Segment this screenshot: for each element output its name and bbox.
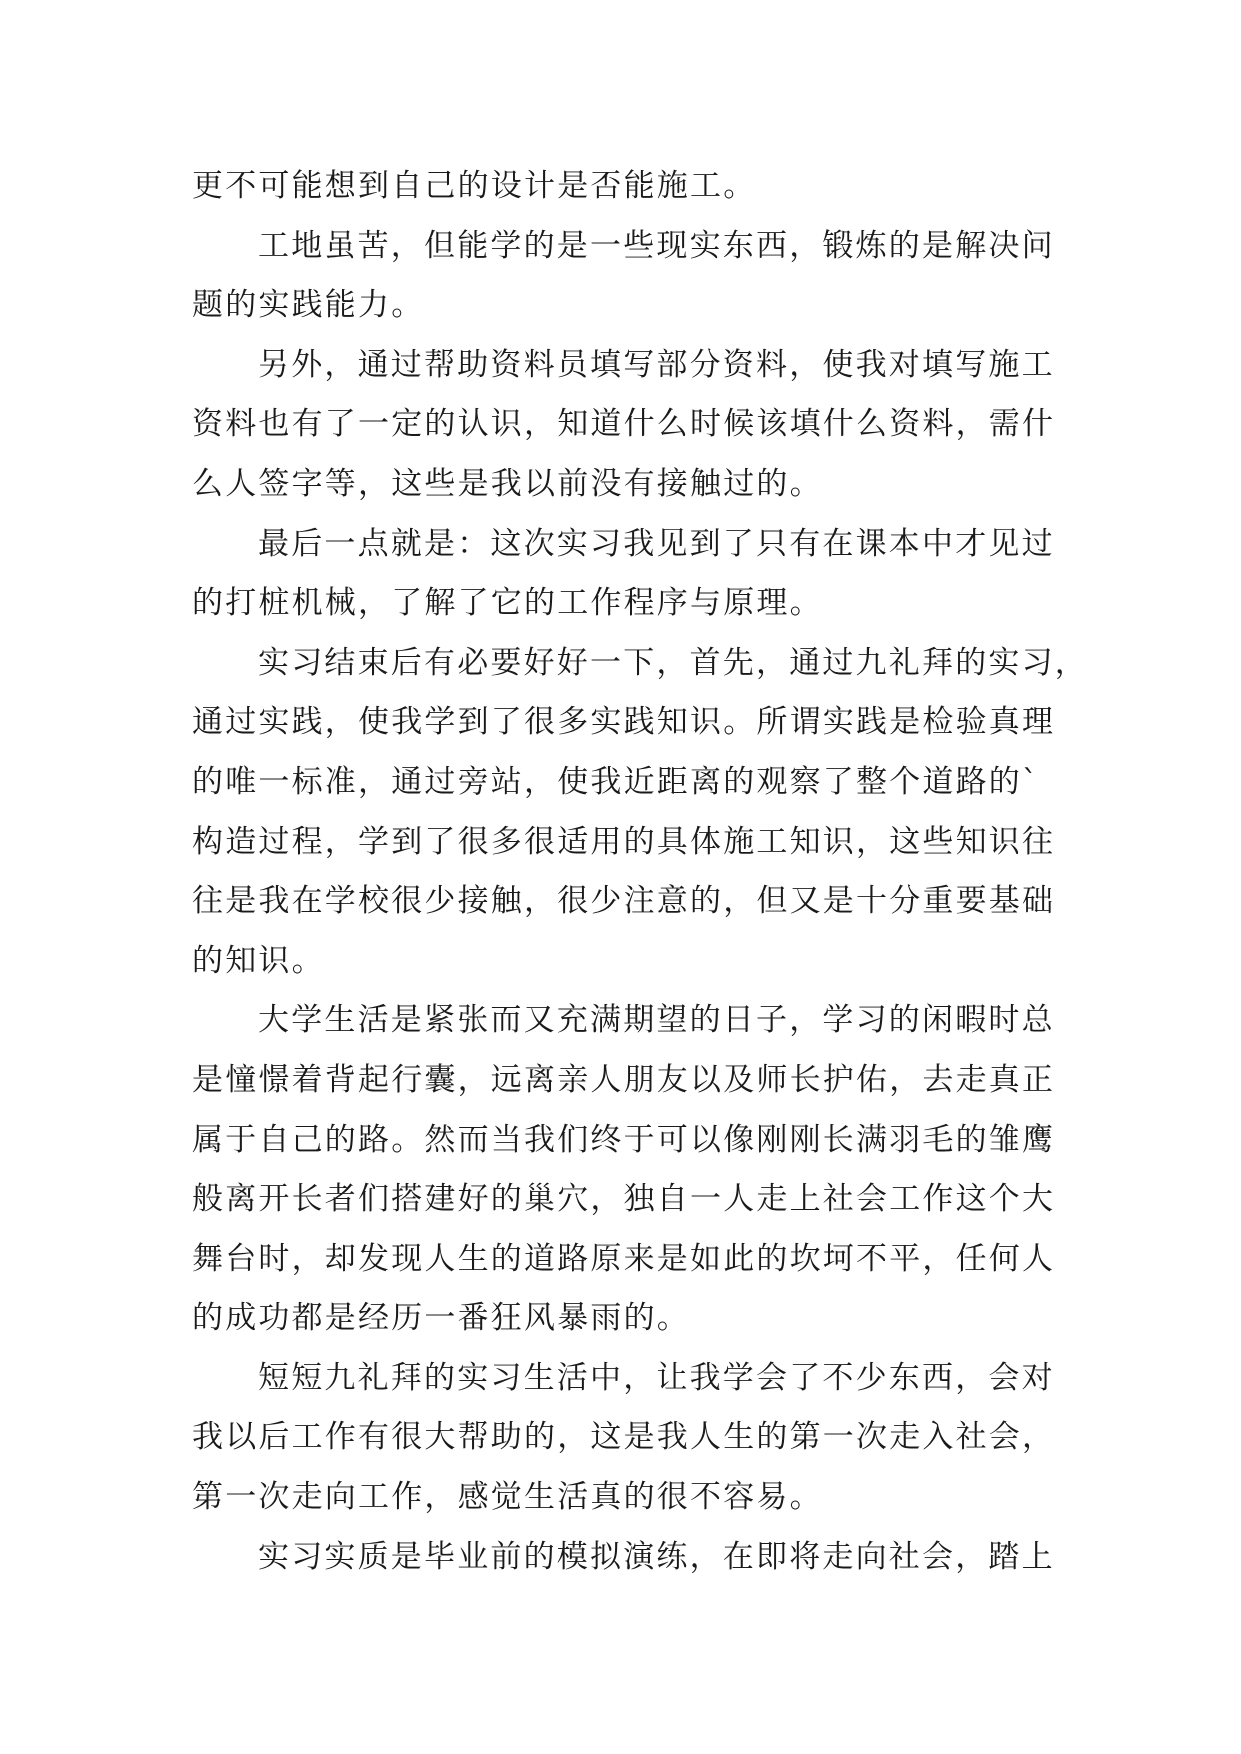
text-line: 般离开长者们搭建好的巢穴，独自一人走上社会工作这个大 (192, 1181, 1056, 1218)
text-line: 的成功都是经历一番狂风暴雨的。 (192, 1300, 690, 1337)
text-line: 构造过程，学到了很多很适用的具体施工知识，这些知识往 (192, 823, 1056, 860)
text-line: 属于自己的路。然而当我们终于可以像刚刚长满羽毛的雏鹰 (192, 1121, 1056, 1158)
text-line: 的打桩机械，了解了它的工作程序与原理。 (192, 585, 823, 622)
paragraph-first-line: 短短九礼拜的实习生活中，让我学会了不少东西，会对 (258, 1359, 1055, 1396)
text-line: 题的实践能力。 (192, 287, 425, 324)
text-line: 么人签字等，这些是我以前没有接触过的。 (192, 465, 823, 502)
text-line: 的唯一标准，通过旁站，使我近距离的观察了整个道路的` (192, 763, 1040, 800)
text-line: 资料也有了一定的认识，知道什么时候该填什么资料，需什 (192, 406, 1056, 443)
text-line: 通过实践，使我学到了很多实践知识。所谓实践是检验真理 (192, 704, 1056, 741)
paragraph-first-line: 工地虽苦，但能学的是一些现实东西，锻炼的是解决问 (258, 227, 1055, 264)
paragraph-first-line: 实习实质是毕业前的模拟演练，在即将走向社会，踏上 (258, 1538, 1055, 1575)
paragraph-first-line: 最后一点就是：这次实习我见到了只有在课本中才见过 (258, 525, 1055, 562)
text-line: 第一次走向工作，感觉生活真的很不容易。 (192, 1479, 823, 1516)
text-line: 是憧憬着背起行囊，远离亲人朋友以及师长护佑，去走真正 (192, 1061, 1056, 1098)
text-line: 舞台时，却发现人生的道路原来是如此的坎坷不平，任何人 (192, 1240, 1056, 1277)
text-line: 往是我在学校很少接触，很少注意的，但又是十分重要基础 (192, 883, 1056, 920)
text-line: 的知识。 (192, 942, 325, 979)
paragraph-first-line: 另外，通过帮助资料员填写部分资料，使我对填写施工 (258, 346, 1055, 383)
paragraph-first-line: 实习结束后有必要好好一下，首先，通过九礼拜的实习， (258, 644, 1088, 681)
paragraph-first-line: 大学生活是紧张而又充满期望的日子，学习的闲暇时总 (258, 1002, 1055, 1039)
text-line: 我以后工作有很大帮助的，这是我人生的第一次走入社会， (192, 1419, 1056, 1456)
document-body (192, 157, 1088, 1587)
text-line: 更不可能想到自己的设计是否能施工。 (192, 168, 757, 204)
